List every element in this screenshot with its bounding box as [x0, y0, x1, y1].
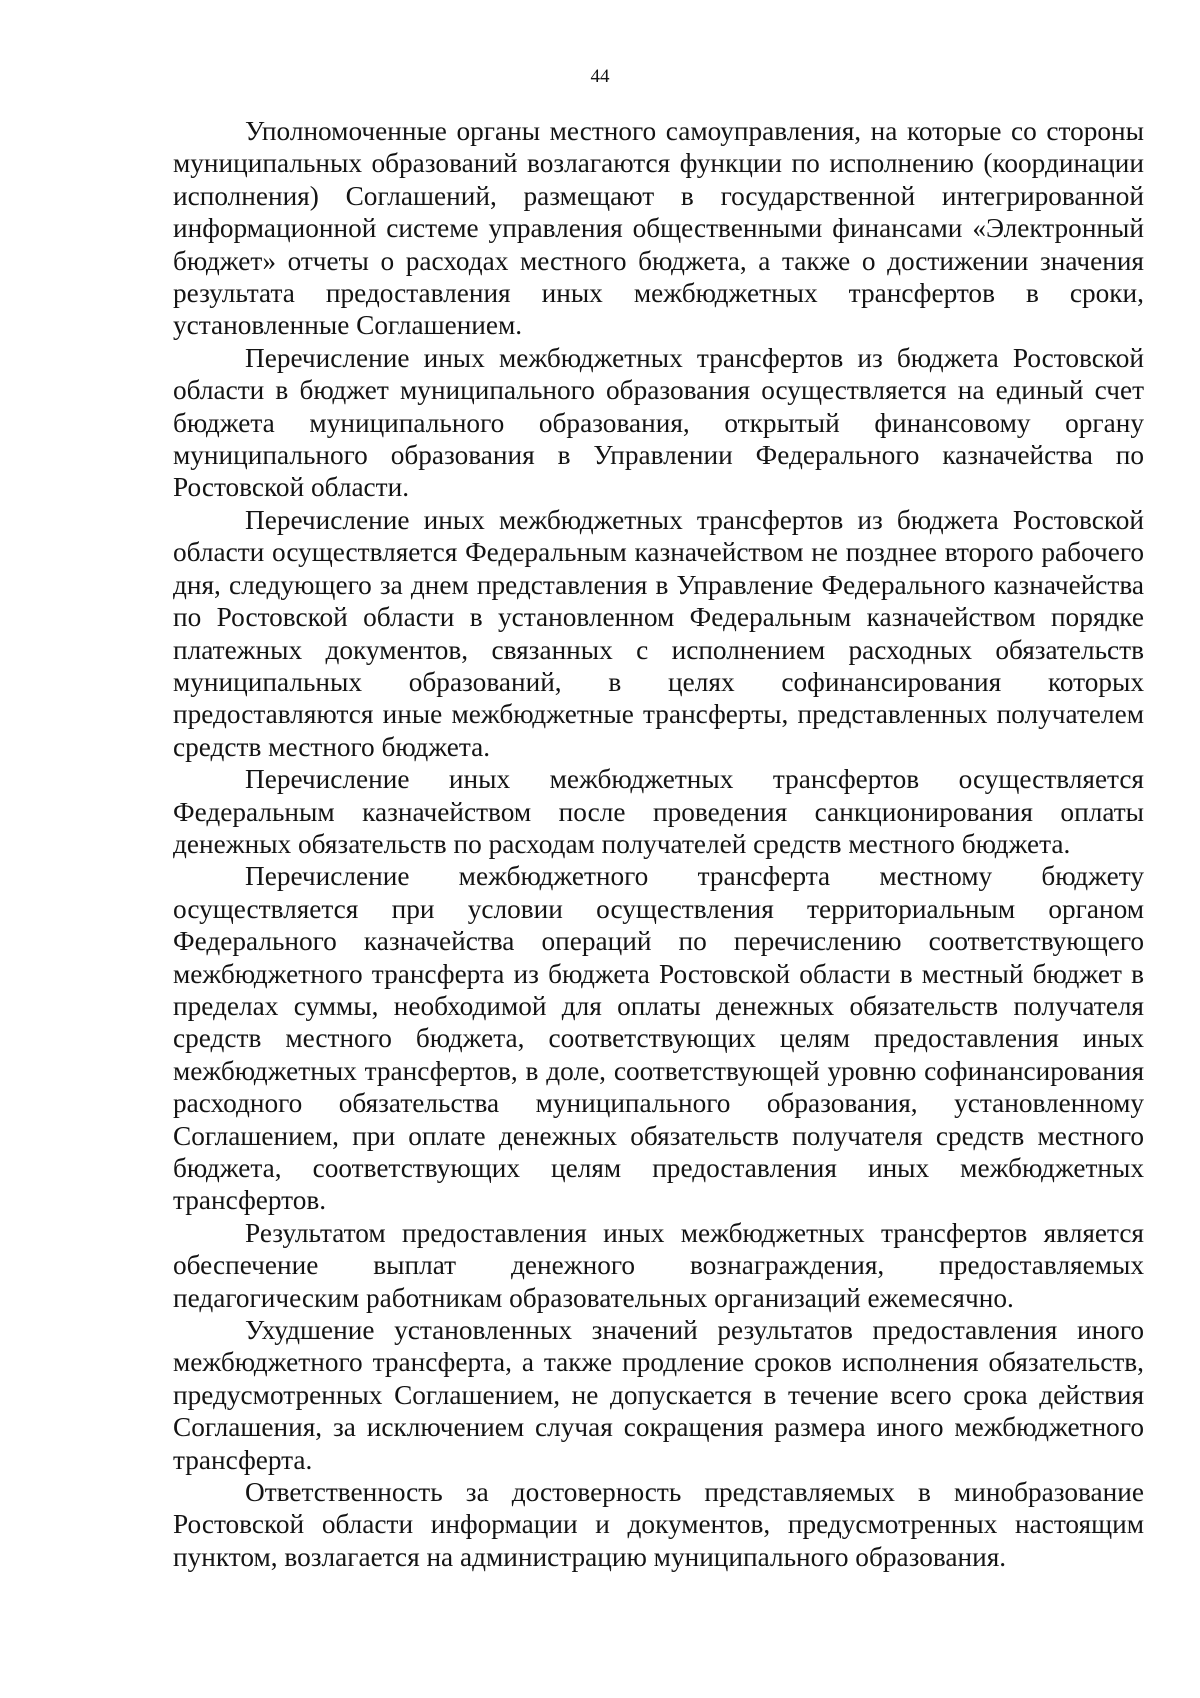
- paragraph-transfer-condition: Перечисление межбюджетного трансферта местному бюджету осуществляется при условии осуществления территориальным органом Федерального казначейства операций по перечислению соответствующего межбюджетного трансферта из бюджета Ростовской области в местный бюджет в пределах суммы, необходимой для оплаты денежных обязательств получателя средств местного бюджета, соответствующих целям предоставления иных межбюджетных трансфертов, в доле, соответствующей уровню софинансирования расходного обязательства муниципального образования, установленному Соглашением, при оплате денежных обязательств получателя средств местного бюджета, соответствующих целям предоставления иных межбюджетных трансфертов.: [173, 861, 1144, 1216]
- paragraph-result: Результатом предоставления иных межбюджетных трансфертов является обеспечение выплат денежного вознаграждения, предоставляемых педагогическим работникам образовательных организаций ежемесячно.: [173, 1217, 1144, 1313]
- page-number: 44: [590, 66, 610, 87]
- paragraph-reporting: Уполномоченные органы местного самоуправления, на которые со стороны муниципальных образований возлагаются функции по исполнению (координации исполнения) Соглашений, размещают в государственной интегрированной информационной системе управления общественными финансами «Электронный бюджет» отчеты о расходах местного бюджета, а также о достижении значения результата предоставления иных межбюджетных трансфертов в сроки, установленные Соглашением.: [173, 116, 1144, 341]
- paragraph-deterioration: Ухудшение установленных значений результатов предоставления иного межбюджетного трансферта, а также продление сроков исполнения обязательств, предусмотренных Соглашением, не допускается в течение всего срока действия Соглашения, за исключением случая сокращения размера иного межбюджетного трансферта.: [173, 1315, 1144, 1475]
- paragraph-transfer-sanction: Перечисление иных межбюджетных трансфертов осуществляется Федеральным казначейством после проведения санкционирования оплаты денежных обязательств по расходам получателей средств местного бюджета.: [173, 764, 1144, 859]
- paragraph-responsibility: Ответственность за достоверность представляемых в минобразование Ростовской области информации и документов, предусмотренных настоящим пунктом, возлагается на администрацию муниципального образования.: [173, 1477, 1144, 1572]
- document-body: [173, 115, 1144, 1573]
- paragraph-transfer-deadline: Перечисление иных межбюджетных трансфертов из бюджета Ростовской области осуществляется Федеральным казначейством не позднее второго рабочего дня, следующего за днем представления в Управление Федерального казначейства по Ростовской области в установленном Федеральным казначейством порядке платежных документов, связанных с исполнением расходных обязательств муниципальных образований, в целях софинансирования которых предоставляются иные межбюджетные трансферты, представленных получателем средств местного бюджета.: [173, 504, 1144, 762]
- paragraph-transfer-account: Перечисление иных межбюджетных трансфертов из бюджета Ростовской области в бюджет муниципального образования осуществляется на единый счет бюджета муниципального образования, открытый финансовому органу муниципального образования в Управлении Федерального казначейства по Ростовской области.: [173, 342, 1144, 503]
